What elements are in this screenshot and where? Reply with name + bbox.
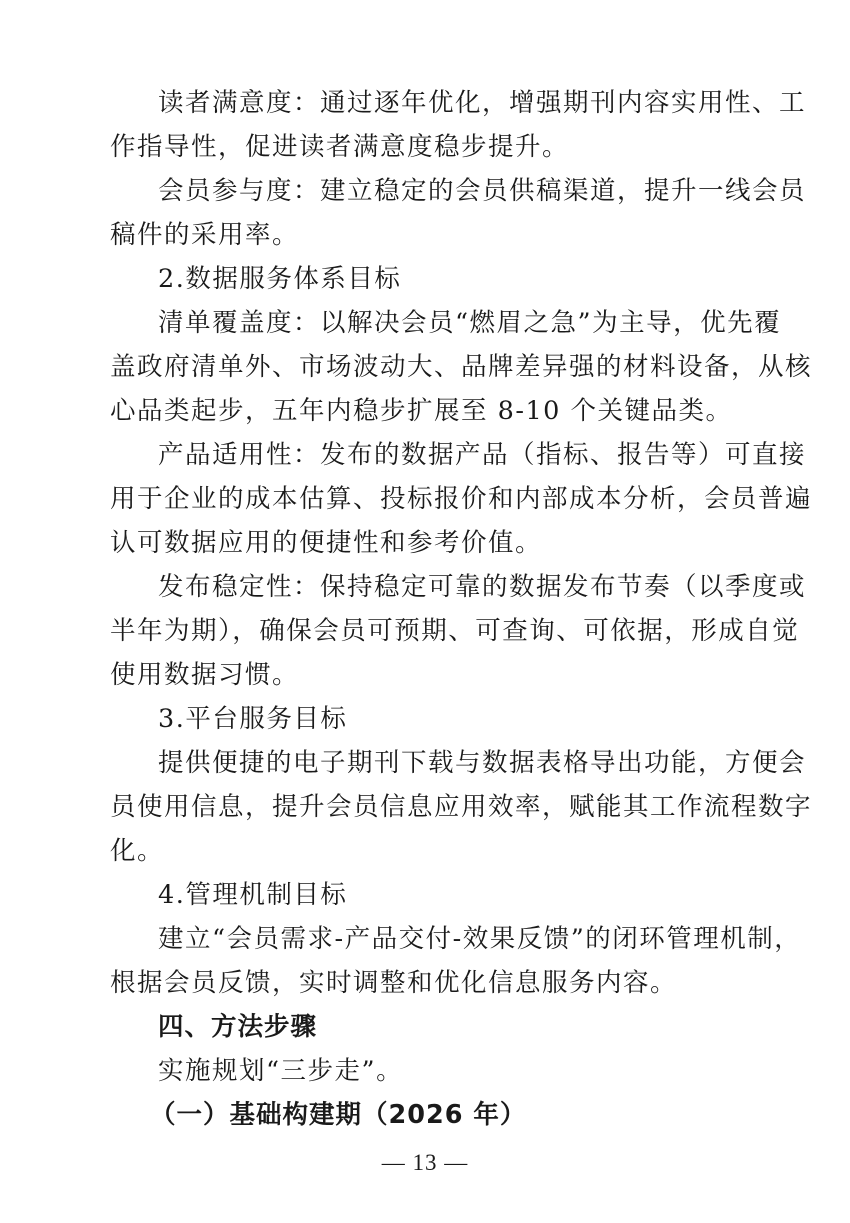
paragraph-management-line-2: 根据会员反馈，实时调整和优化信息服务内容。 xyxy=(110,968,678,998)
paragraph-member-participation-line-1: 会员参与度：建立稳定的会员供稿渠道，提升一线会员 xyxy=(158,176,807,206)
paragraph-member-participation-line-2: 稿件的采用率。 xyxy=(110,220,300,250)
paragraph-coverage-line-1: 清单覆盖度：以解决会员“燃眉之急”为主导，优先覆 xyxy=(158,308,782,338)
paragraph-applicability-line-2: 用于企业的成本估算、投标报价和内部成本分析，会员普遍 xyxy=(110,484,813,514)
section-heading-data-service: 2.数据服务体系目标 xyxy=(158,264,402,294)
paragraph-applicability-line-3: 认可数据应用的便捷性和参考价值。 xyxy=(110,528,543,558)
paragraph-coverage-line-2: 盖政府清单外、市场波动大、品牌差异强的材料设备，从核 xyxy=(110,352,813,382)
paragraph-platform-line-2: 员使用信息，提升会员信息应用效率，赋能其工作流程数字 xyxy=(110,792,813,822)
paragraph-reader-satisfaction-line-1: 读者满意度：通过逐年优化，增强期刊内容实用性、工 xyxy=(158,88,807,118)
paragraph-management-line-1: 建立“会员需求-产品交付-效果反馈”的闭环管理机制， xyxy=(158,924,802,954)
page-number: — 13 — xyxy=(381,1150,469,1175)
paragraph-coverage-line-3: 心品类起步，五年内稳步扩展至 8-10 个关键品类。 xyxy=(110,396,733,426)
paragraph-stability-line-3: 使用数据习惯。 xyxy=(110,660,300,690)
paragraph-platform-line-1: 提供便捷的电子期刊下载与数据表格导出功能，方便会 xyxy=(158,748,807,778)
paragraph-applicability-line-1: 产品适用性：发布的数据产品（指标、报告等）可直接 xyxy=(158,440,807,470)
chapter-heading-methods: 四、方法步骤 xyxy=(158,1012,318,1042)
paragraph-plan-intro: 实施规划“三步走”。 xyxy=(158,1056,404,1086)
section-heading-platform-service: 3.平台服务目标 xyxy=(158,704,348,734)
paragraph-stability-line-1: 发布稳定性：保持稳定可靠的数据发布节奏（以季度或 xyxy=(158,572,807,602)
paragraph-platform-line-3: 化。 xyxy=(110,836,165,866)
section-heading-management: 4.管理机制目标 xyxy=(158,880,348,910)
paragraph-reader-satisfaction-line-2: 作指导性，促进读者满意度稳步提升。 xyxy=(110,132,570,162)
paragraph-stability-line-2: 半年为期），确保会员可预期、可查询、可依据，形成自觉 xyxy=(110,616,800,646)
subheading-phase-one: （一）基础构建期（2026 年） xyxy=(150,1100,527,1130)
